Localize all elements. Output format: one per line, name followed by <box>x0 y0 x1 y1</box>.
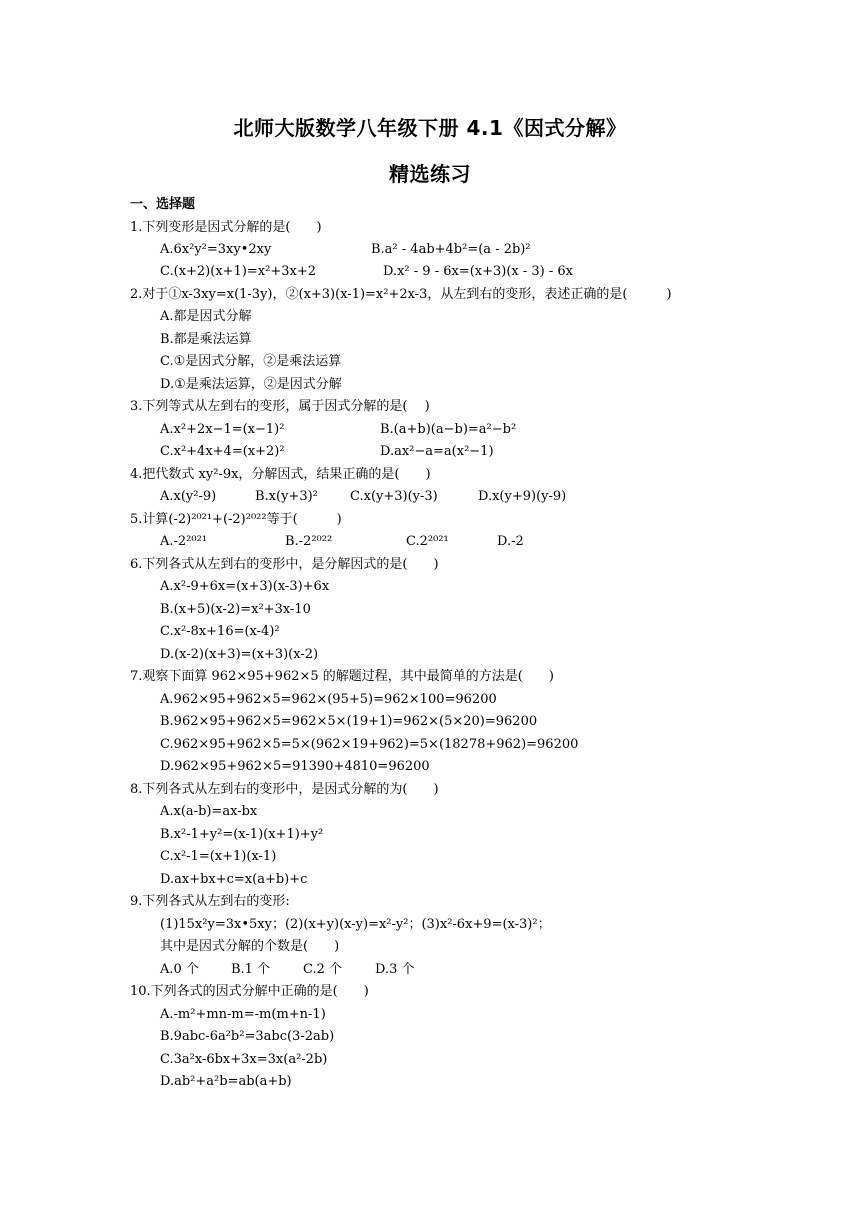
option-b: B.9abc-6a²b²=3abc(3-2ab) <box>160 1029 335 1044</box>
option-c: C.①是因式分解，②是乘法运算 <box>160 354 342 369</box>
option-c: C.(x+2)(x+1)=x²+3x+2 <box>160 264 316 279</box>
option-b: B.1 个 <box>231 962 271 977</box>
option-b: B.都是乘法运算 <box>160 332 252 347</box>
option-a: A.-2²⁰²¹ <box>160 534 208 549</box>
option-a: A.962×95+962×5=962×(95+5)=962×100=96200 <box>160 692 497 707</box>
option-b: B.(x+5)(x-2)=x²+3x-10 <box>160 602 311 617</box>
option-d: D.①是乘法运算，②是因式分解 <box>160 377 342 392</box>
option-c: C.3a²x-6bx+3x=3x(a²-2b) <box>160 1052 328 1067</box>
document-subtitle: 精选练习 <box>389 162 471 186</box>
option-a: A.x(a-b)=ax-bx <box>160 804 258 819</box>
option-c: C.x²-8x+16=(x-4)² <box>160 624 280 639</box>
question-stem: 9.下列各式从左到右的变形: <box>130 894 290 909</box>
option-d: D.ab²+a²b=ab(a+b) <box>160 1074 292 1089</box>
option-c: C.x(y+3)(y-3) <box>350 489 438 504</box>
option-a: A.6x²y²=3xy•2xy <box>160 242 272 257</box>
option-d: D.(x-2)(x+3)=(x+3)(x-2) <box>160 647 319 662</box>
option-c: C.x²-1=(x+1)(x-1) <box>160 849 277 864</box>
option-a: A.都是因式分解 <box>160 309 252 324</box>
section-heading: 一、选择题 <box>130 197 196 212</box>
option-a: A.x²-9+6x=(x+3)(x-3)+6x <box>160 579 330 594</box>
option-b: B.-2²⁰²² <box>285 534 333 549</box>
option-c: C.2 个 <box>303 962 343 977</box>
option-c: C.962×95+962×5=5×(962×19+962)=5×(18278+962)=96200 <box>160 737 579 752</box>
option-a: A.0 个 <box>160 962 199 977</box>
option-d: D.ax²−a=a(x²−1) <box>380 444 494 459</box>
question-stem: 2.对于①x-3xy=x(1-3y)，②(x+3)(x-1)=x²+2x-3，从左到右的变形，表述正确的是( ) <box>130 287 672 302</box>
question-stem: 7.观察下面算 962×95+962×5 的解题过程，其中最简单的方法是( ) <box>130 669 554 684</box>
option-d: D.x(y+9)(y-9) <box>478 489 567 504</box>
document-title: 北师大版数学八年级下册 4.1《因式分解》 <box>233 116 627 140</box>
option-d: D.-2 <box>497 534 524 549</box>
question-stem: 4.把代数式 xy²-9x，分解因式，结果正确的是( ) <box>130 467 431 482</box>
question-stem: 1.下列变形是因式分解的是( ) <box>130 220 322 235</box>
question-stem: 10.下列各式的因式分解中正确的是( ) <box>130 984 369 999</box>
option-d: D.x² - 9 - 6x=(x+3)(x - 3) - 6x <box>383 264 574 279</box>
option-a: A.x²+2x−1=(x−1)² <box>160 422 285 437</box>
option-b: B.x²-1+y²=(x-1)(x+1)+y² <box>160 827 324 842</box>
option-d: D.ax+bx+c=x(a+b)+c <box>160 872 308 887</box>
question-stem: 3.下列等式从左到右的变形，属于因式分解的是( ) <box>130 399 430 414</box>
option-c: C.2²⁰²¹ <box>406 534 449 549</box>
option-b: B.962×95+962×5=962×5×(19+1)=962×(5×20)=96200 <box>160 714 538 729</box>
option-c: C.x²+4x+4=(x+2)² <box>160 444 285 459</box>
option-d: D.962×95+962×5=91390+4810=96200 <box>160 759 430 774</box>
question-stem: 8.下列各式从左到右的变形中，是因式分解的为( ) <box>130 782 439 797</box>
option-b: B.(a+b)(a−b)=a²−b² <box>380 422 517 437</box>
question-stem: 6.下列各式从左到右的变形中，是分解因式的是( ) <box>130 557 439 572</box>
option-d: D.3 个 <box>375 962 415 977</box>
option-b: B.a² - 4ab+4b²=(a - 2b)² <box>371 242 531 257</box>
option-a: A.-m²+mn-m=-m(m+n-1) <box>160 1007 326 1022</box>
question-stem: 5.计算(-2)²⁰²¹+(-2)²⁰²²等于( ) <box>130 512 342 527</box>
question-text: (1)15x²y=3x•5xy；(2)(x+y)(x-y)=x²-y²；(3)x²-6x+9=(x-3)²； <box>160 917 551 932</box>
option-a: A.x(y²-9) <box>160 489 217 504</box>
option-b: B.x(y+3)² <box>255 489 318 504</box>
question-text: 其中是因式分解的个数是( ) <box>160 939 340 954</box>
